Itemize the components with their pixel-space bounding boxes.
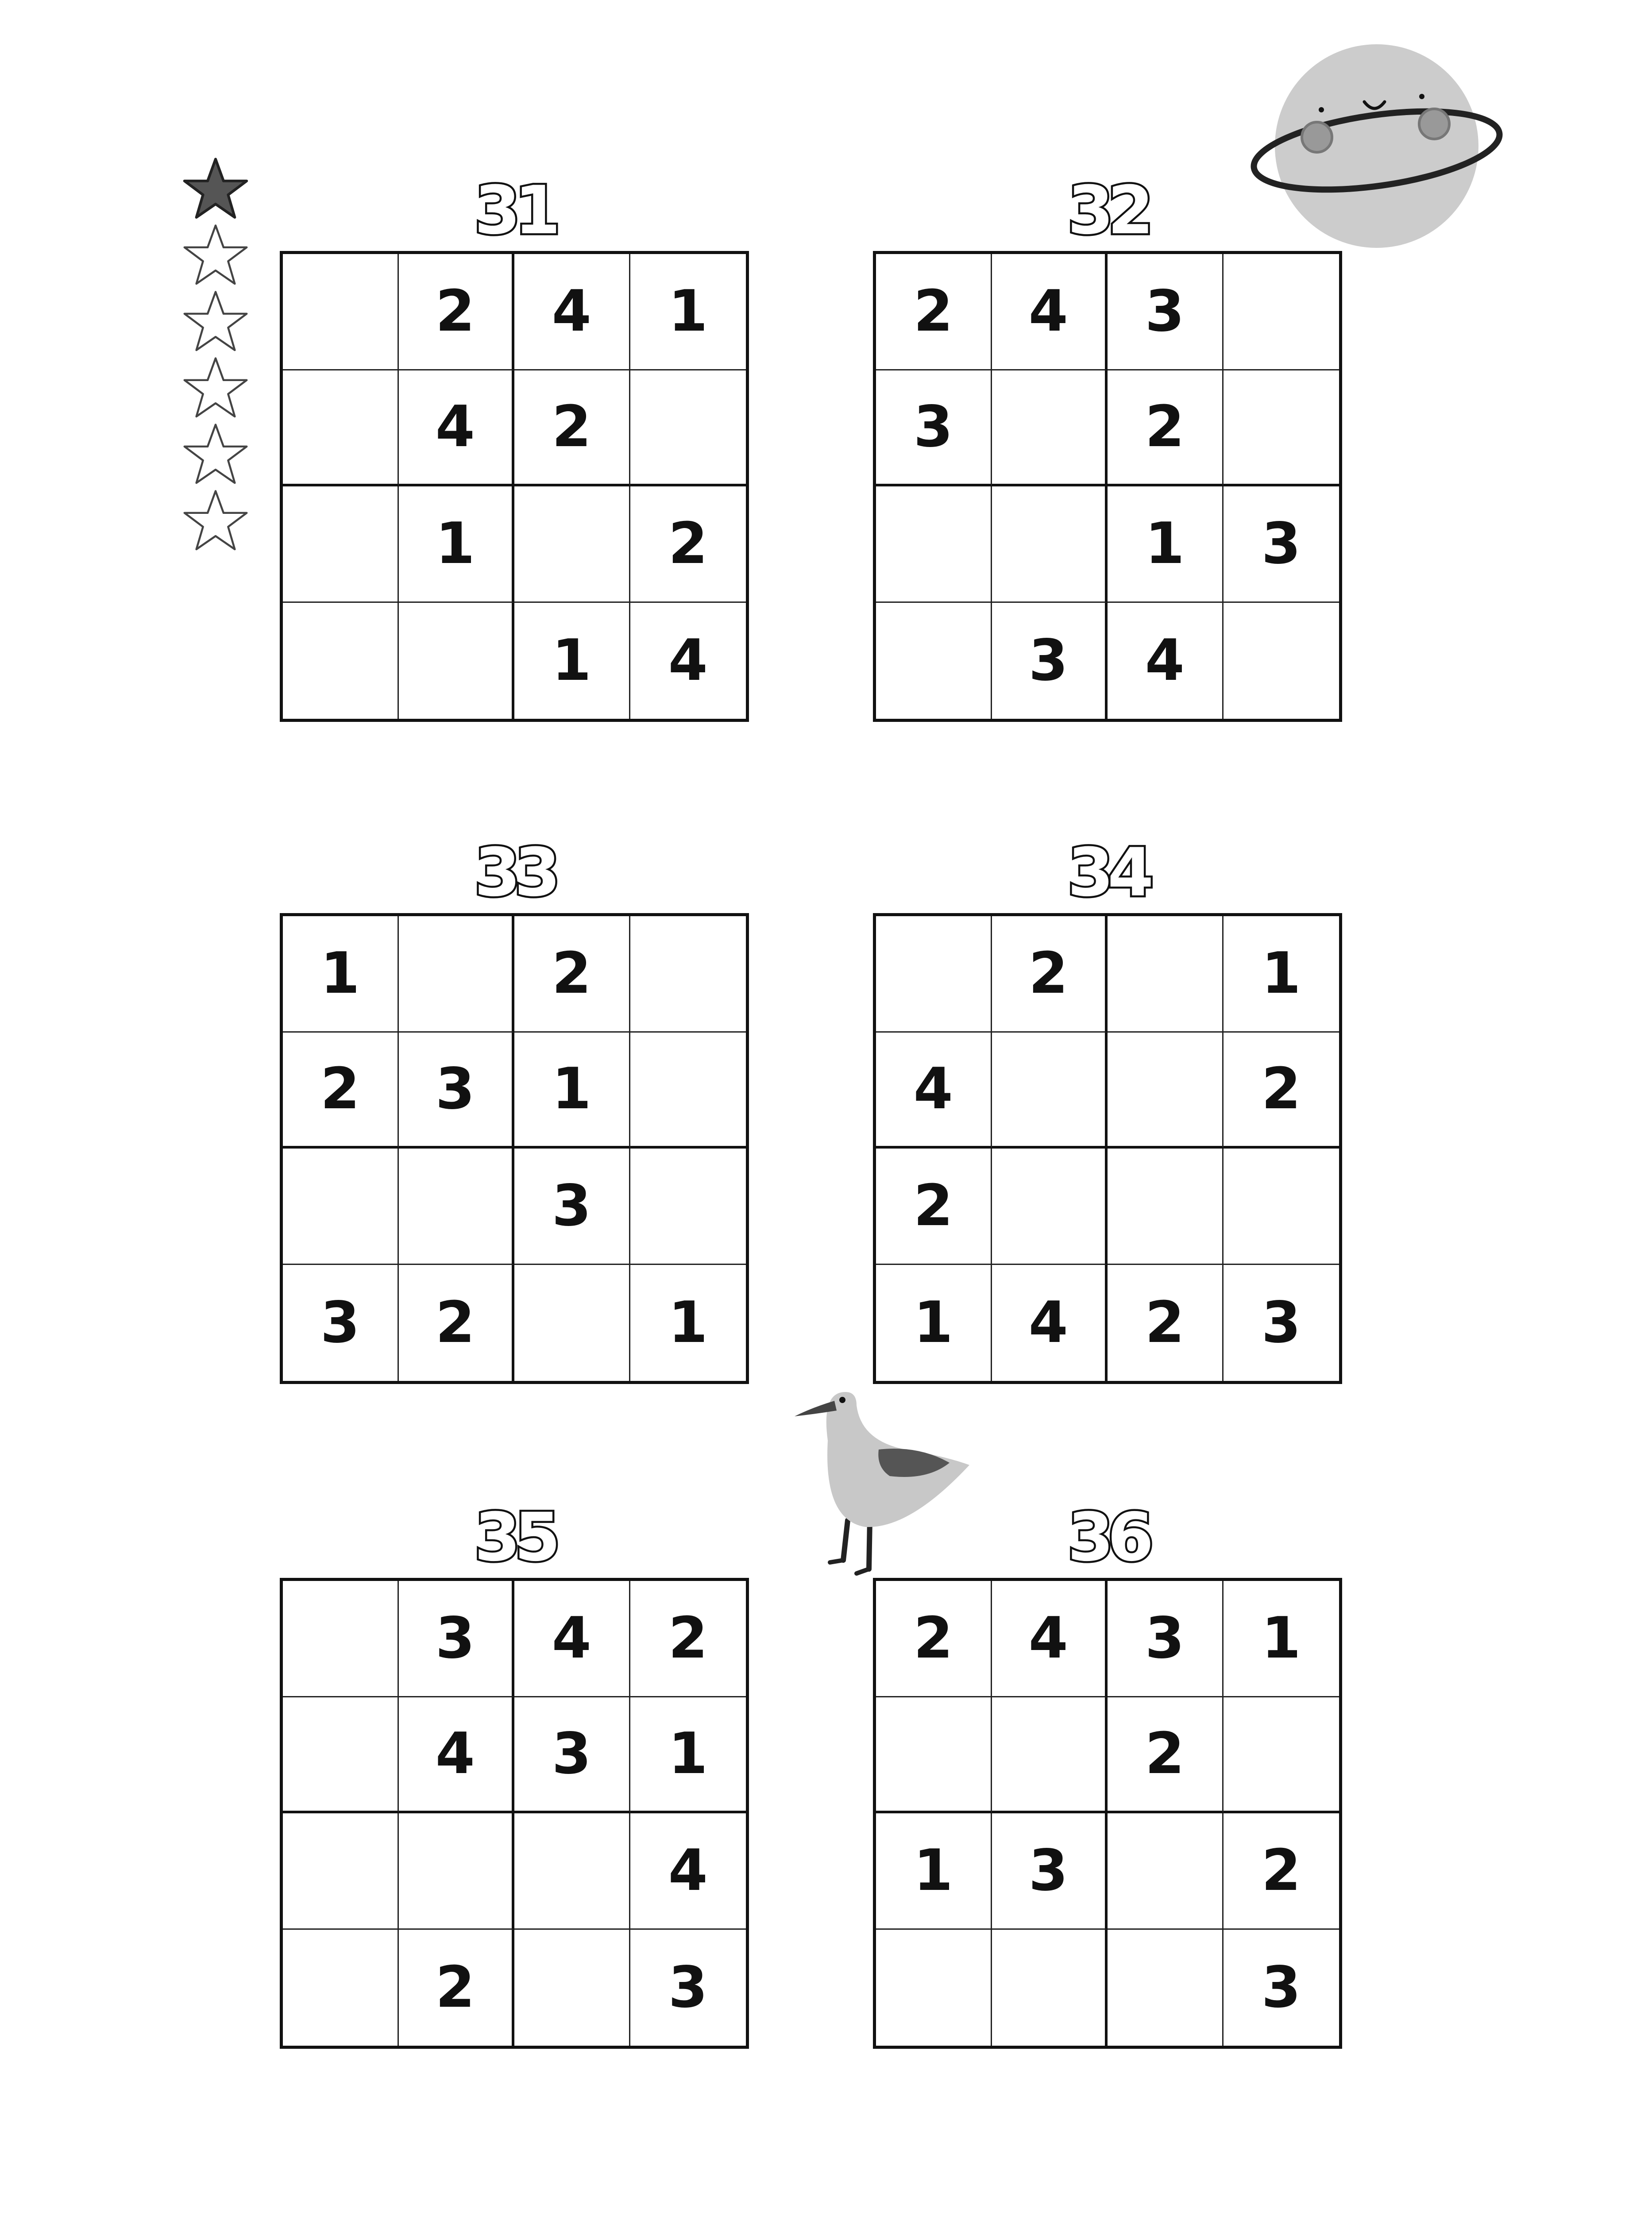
grid-cell[interactable]: 2 — [992, 916, 1108, 1033]
puzzle-number-title — [280, 831, 749, 911]
grid-cell[interactable]: 1 — [514, 603, 630, 719]
grid-cell[interactable] — [1224, 370, 1339, 487]
grid-cell[interactable]: 3 — [876, 370, 992, 487]
grid-cell[interactable]: 3 — [399, 1033, 515, 1149]
grid-cell[interactable]: 1 — [630, 254, 746, 370]
grid-cell[interactable]: 2 — [876, 1581, 992, 1697]
puzzle-number-title — [280, 169, 749, 249]
grid-cell[interactable] — [1108, 1813, 1224, 1930]
grid-cell[interactable]: 3 — [992, 603, 1108, 719]
grid-cell[interactable]: 1 — [630, 1697, 746, 1814]
sudoku-grid — [280, 251, 749, 722]
grid-cell[interactable]: 4 — [992, 1265, 1108, 1381]
grid-cell[interactable]: 3 — [1108, 254, 1224, 370]
grid-cell[interactable] — [992, 1033, 1108, 1149]
grid-cell[interactable] — [1108, 1033, 1224, 1149]
grid-cell[interactable] — [283, 1149, 399, 1265]
grid-cell[interactable] — [514, 1813, 630, 1930]
sudoku-grid — [280, 913, 749, 1384]
grid-cell[interactable]: 3 — [399, 1581, 515, 1697]
grid-cell[interactable] — [1224, 1149, 1339, 1265]
grid-cell[interactable]: 2 — [1108, 1265, 1224, 1381]
grid-cell[interactable] — [399, 1149, 515, 1265]
star-filled-icon — [182, 157, 249, 220]
grid-cell[interactable]: 2 — [630, 1581, 746, 1697]
grid-cell[interactable]: 2 — [1224, 1033, 1339, 1149]
grid-cell[interactable] — [399, 916, 515, 1033]
grid-cell[interactable]: 2 — [399, 254, 515, 370]
grid-cell[interactable]: 1 — [1224, 916, 1339, 1033]
grid-cell[interactable]: 2 — [283, 1033, 399, 1149]
grid-cell[interactable] — [283, 1581, 399, 1697]
grid-cell[interactable]: 3 — [514, 1149, 630, 1265]
grid-cell[interactable] — [1224, 1697, 1339, 1814]
grid-cell[interactable] — [1108, 1930, 1224, 2046]
grid-cell[interactable]: 2 — [1108, 370, 1224, 487]
difficulty-rating — [182, 157, 253, 555]
grid-cell[interactable] — [514, 486, 630, 603]
grid-cell[interactable]: 3 — [992, 1813, 1108, 1930]
grid-cell[interactable]: 1 — [283, 916, 399, 1033]
grid-cell[interactable]: 3 — [1261, 1955, 1301, 2021]
grid-cell[interactable]: 4 — [399, 1697, 515, 1814]
grid-cell[interactable]: 2 — [514, 370, 630, 487]
puzzle-number-title — [280, 1496, 749, 1576]
grid-cell[interactable] — [283, 1813, 399, 1930]
grid-cell[interactable]: 2 — [630, 486, 746, 603]
grid-cell[interactable]: 2 — [399, 1265, 515, 1381]
grid-cell[interactable] — [992, 1930, 1108, 2046]
grid-cell[interactable] — [876, 603, 992, 719]
puzzle-number: 32 — [1067, 172, 1148, 249]
sudoku-grid — [873, 251, 1342, 722]
grid-cell[interactable] — [992, 370, 1108, 487]
grid-cell[interactable]: 4 — [514, 1581, 630, 1697]
grid-cell[interactable] — [630, 1149, 746, 1265]
grid-cell[interactable]: 2 — [876, 1149, 992, 1265]
star-empty-icon — [182, 423, 249, 486]
grid-cell[interactable] — [283, 603, 399, 719]
puzzle-number-title — [873, 1496, 1342, 1576]
grid-cell[interactable] — [876, 1930, 992, 2046]
star-empty-icon — [182, 489, 249, 552]
grid-cell[interactable]: 4 — [399, 370, 515, 487]
grid-cell[interactable] — [1108, 916, 1224, 1033]
grid-cell[interactable] — [399, 1813, 515, 1930]
grid-cell[interactable]: 1 — [1224, 1581, 1339, 1697]
grid-cell[interactable]: 3 — [283, 1265, 399, 1381]
grid-cell[interactable]: 3 — [1224, 486, 1339, 603]
grid-cell[interactable]: 1 — [514, 1033, 630, 1149]
puzzle-number: 36 — [1067, 1499, 1148, 1576]
grid-cell[interactable] — [399, 603, 515, 719]
grid-cell[interactable] — [630, 916, 746, 1033]
grid-cell[interactable] — [876, 1697, 992, 1814]
grid-cell[interactable]: 1 — [876, 1813, 992, 1930]
grid-cell[interactable] — [283, 1697, 399, 1814]
grid-cell[interactable] — [992, 1149, 1108, 1265]
grid-cell[interactable] — [283, 370, 399, 487]
grid-cell[interactable]: 4 — [876, 1033, 992, 1149]
grid-cell[interactable]: 3 — [1261, 1290, 1301, 1356]
grid-cell[interactable]: 2 — [514, 916, 630, 1033]
grid-cell[interactable]: 1 — [668, 1290, 708, 1356]
grid-cell[interactable] — [1224, 254, 1339, 370]
star-empty-icon — [182, 290, 249, 353]
grid-cell[interactable] — [1108, 1149, 1224, 1265]
grid-cell[interactable]: 2 — [876, 254, 992, 370]
grid-cell[interactable] — [514, 1265, 630, 1381]
grid-cell[interactable]: 4 — [992, 1581, 1108, 1697]
grid-cell[interactable] — [514, 1930, 630, 2046]
star-empty-icon — [182, 356, 249, 419]
grid-cell[interactable] — [1224, 603, 1339, 719]
sudoku-grid — [280, 1578, 749, 2049]
grid-cell[interactable]: 4 — [630, 1813, 746, 1930]
grid-cell[interactable]: 4 — [1108, 603, 1224, 719]
grid-cell[interactable]: 1 — [876, 1265, 992, 1381]
grid-cell[interactable]: 4 — [668, 628, 708, 694]
puzzle-number-title — [873, 831, 1342, 911]
puzzle-number-title — [873, 169, 1342, 249]
sudoku-grid — [873, 1578, 1342, 2049]
grid-cell[interactable]: 2 — [399, 1930, 515, 2046]
grid-cell[interactable]: 4 — [992, 254, 1108, 370]
grid-cell[interactable] — [992, 486, 1108, 603]
grid-cell[interactable] — [992, 1697, 1108, 1814]
grid-cell[interactable] — [630, 1033, 746, 1149]
grid-cell[interactable] — [630, 370, 746, 487]
puzzle-number: 31 — [474, 172, 555, 249]
puzzle-number: 35 — [474, 1499, 555, 1576]
grid-cell[interactable]: 3 — [514, 1697, 630, 1814]
grid-cell[interactable]: 3 — [668, 1955, 708, 2021]
star-empty-icon — [182, 224, 249, 286]
grid-cell[interactable] — [876, 916, 992, 1033]
puzzle-number: 33 — [474, 834, 555, 911]
grid-cell[interactable]: 2 — [1108, 1697, 1224, 1814]
sudoku-grid — [873, 913, 1342, 1384]
puzzle-number: 34 — [1067, 834, 1148, 911]
grid-cell[interactable]: 2 — [1224, 1813, 1339, 1930]
grid-cell[interactable]: 4 — [514, 254, 630, 370]
grid-cell[interactable]: 1 — [399, 486, 515, 603]
grid-cell[interactable] — [876, 486, 992, 603]
grid-cell[interactable] — [283, 254, 399, 370]
grid-cell[interactable] — [283, 486, 399, 603]
grid-cell[interactable]: 1 — [1108, 486, 1224, 603]
grid-cell[interactable] — [283, 1930, 399, 2046]
grid-cell[interactable]: 3 — [1108, 1581, 1224, 1697]
